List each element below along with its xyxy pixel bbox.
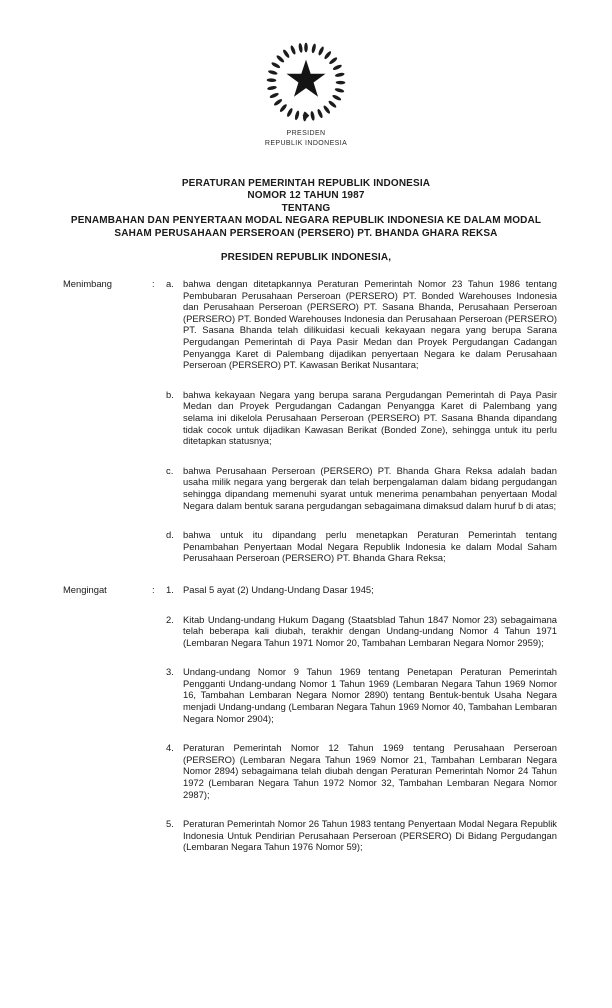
section-label: Menimbang <box>63 278 112 290</box>
menimbang-item-d <box>63 529 612 564</box>
body-sections <box>0 278 612 853</box>
item-marker: 2. <box>166 613 174 625</box>
letterhead-line2: REPUBLIK INDONESIA <box>264 140 348 147</box>
item-marker: c. <box>166 464 174 476</box>
section-menimbang <box>0 278 612 564</box>
state-star-wreath-icon <box>264 40 348 124</box>
item-text: Peraturan Pemerintah Nomor 26 Tahun 1983 tentang Penyertaan Modal Negara Republik Indonesia Untuk Pendirian Perusahaan Perseroan (PERSERO) Di Bidang Pergudangan (Lembaran Negara Tahun 1976 Nomor 59); <box>183 818 557 853</box>
title-subject: PENAMBAHAN DAN PENYERTAAN MODAL NEGARA REPUBLIK INDONESIA KE DALAM MODAL SAHAM PERUSAHAAN PERSEROAN (PERSERO) PT. BHANDA GHARA REKSA <box>70 215 542 239</box>
item-marker: a. <box>166 278 174 290</box>
item-marker: d. <box>166 529 174 541</box>
item-text: Undang-undang Nomor 9 Tahun 1969 tentang Penetapan Peraturan Pemerintah Pengganti Undang-undang Nomor 1 Tahun 1969 (Lembaran Negara Tahun 1969 Nomor 16, Tambahan Lembaran Negara Nomor 2890) tentang Bentuk-bentuk Usaha Negara menjadi Undang-undang (Lembaran Negara Tahun 1969 Nomor 40, Tambahan Lembaran Negara Nomor 2904); <box>183 666 557 724</box>
menimbang-item-a <box>63 278 612 371</box>
item-text: Kitab Undang-undang Hukum Dagang (Staatsblad Tahun 1847 Nomor 23) sebagaimana telah beberapa kali diubah, terakhir dengan Undang-undang Nomor 4 Tahun 1971 (Lembaran Negara Tahun 1971 Nomor 20, Tambahan Lembaran Negara Nomor 2959); <box>183 613 557 648</box>
section-mengingat <box>0 584 612 853</box>
item-text: bahwa dengan ditetapkannya Peraturan Pemerintah Nomor 23 Tahun 1986 tentang Pembubaran Perusahaan Perseroan (PERSERO) PT. Bonded Warehouses Indonesia dan Perusahaan Perseroan (PERSERO) PT. Sasana Bhanda, Perusahaan Perseroan (PERSERO) PT. Bonded Warehouses Indonesia dan Perusahaan Perseroan (PERSERO) PT. Sasana Bhanda telah dilikuidasi kecuali kekayaan negara yang berupa Sarana Pergudangan Pemerintah di Paya Pasir Medan dan Proyek Pergudangan Cadangan Penyangga Karet di Palembang dijadikan penyertaan Negara ke dalam Perusahaan Perseroan (PERSERO) PT. Kawasan Berikat Nusantara; <box>183 278 557 371</box>
item-marker: 4. <box>166 742 174 754</box>
title-regulation: PERATURAN PEMERINTAH REPUBLIK INDONESIA <box>181 178 431 189</box>
mengingat-item-3 <box>63 666 612 724</box>
salutation: PRESIDEN REPUBLIK INDONESIA, <box>220 252 392 264</box>
document-title <box>0 178 612 240</box>
item-text: Peraturan Pemerintah Nomor 12 Tahun 1969 tentang Perusahaan Perseroan (PERSERO) (Lembaran Negara Tahun 1969 Nomor 21, Tambahan Lembaran Negara Nomor 2894) sebagaimana telah diubah dengan Peraturan Pemerintah Nomor 24 Tahun 1972 (Lembaran Negara Tahun 1972 Nomor 32, Tambahan Lembaran Negara Nomor 2987); <box>183 742 557 800</box>
section-colon: : <box>152 278 155 290</box>
menimbang-item-c <box>63 465 612 511</box>
mengingat-item-4 <box>63 742 612 800</box>
mengingat-item-2 <box>63 614 612 649</box>
menimbang-item-b <box>63 389 612 447</box>
item-text: bahwa untuk itu dipandang perlu menetapkan Peraturan Pemerintah tentang Penambahan Penyertaan Modal Negara Republik Indonesia ke dalam Modal Saham Perusahaan Perseroan (PERSERO) PT. Bhanda Ghara Reksa; <box>183 529 557 564</box>
item-text: Pasal 5 ayat (2) Undang-Undang Dasar 1945; <box>183 583 374 595</box>
item-text: bahwa kekayaan Negara yang berupa sarana Pergudangan Pemerintah di Paya Pasir Medan dan Proyek Pergudangan Cadangan Penyangga Karet di Palembang yang selama ini dikelola Perusahaan Perseroan (PERSERO) PT. Sasana Bhanda dipandang tidak cocok untuk dijadikan Kawasan Berikat (Bonded Zone), sehingga untuk itu perlu ditetapkan statusnya; <box>183 388 557 447</box>
letterhead-line1: PRESIDEN <box>286 130 326 137</box>
section-colon: : <box>152 583 155 595</box>
item-marker: 5. <box>166 818 174 830</box>
item-marker: b. <box>166 388 174 400</box>
item-text: bahwa Perusahaan Perseroan (PERSERO) PT. Bhanda Ghara Reksa adalah badan usaha milik negara yang bergerak dan telah berpengalaman dalam bidang pergudangan sehingga dipandang memenuhi syarat untuk menerima penambahan penyertaan Modal Negara dalam bentuk sarana pergudangan sebagaimana dimaksud dalam huruf b di atas; <box>183 464 557 511</box>
title-number: NOMOR 12 TAHUN 1987 <box>247 190 365 202</box>
item-marker: 1. <box>166 583 174 595</box>
letterhead <box>0 129 612 149</box>
title-tentang: TENTANG <box>281 202 331 214</box>
emblem-container <box>0 0 612 124</box>
section-label: Mengingat <box>63 583 107 595</box>
mengingat-item-5 <box>63 818 612 853</box>
item-marker: 3. <box>166 666 174 678</box>
mengingat-item-1 <box>63 584 612 596</box>
